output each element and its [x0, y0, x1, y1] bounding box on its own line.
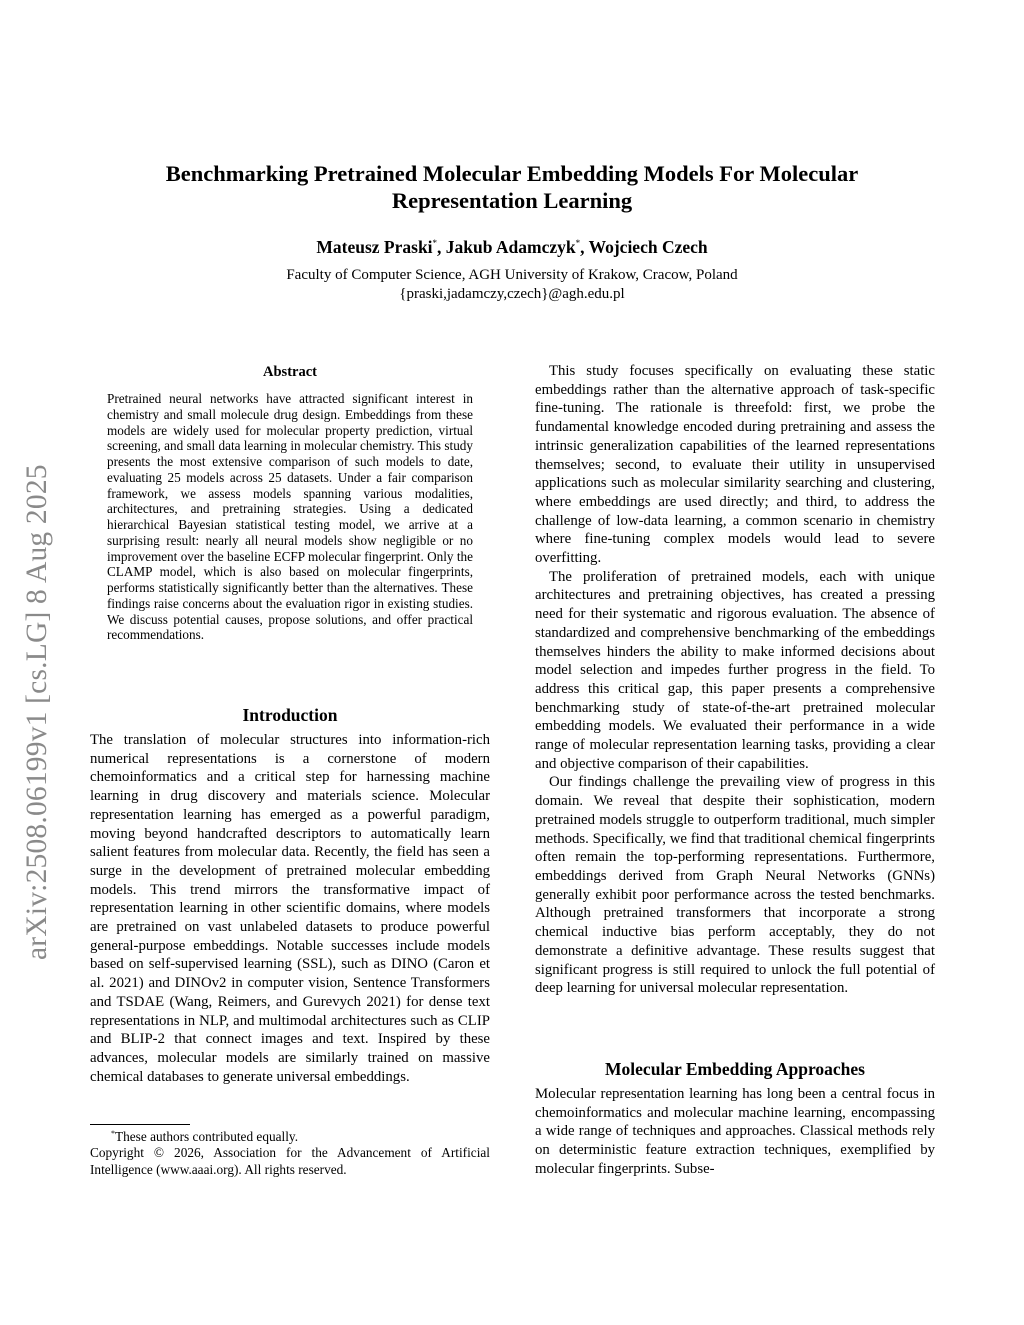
right-column-body: [535, 362, 935, 998]
paper-title: Benchmarking Pretrained Molecular Embedding Models For Molecular Representation Learning: [165, 161, 859, 213]
molecular-embedding-text: Molecular representation learning has long been a central focus in chemoinformatics and molecular machine learning, encompassing a wide range of techniques and approaches. Classical methods rely on deterministic feature extraction techniques, exemplified by molecular fingerprints. Subse-: [535, 1086, 935, 1177]
abstract-text: Pretrained neural networks have attracted significant interest in chemistry and small molecule drug design. Embeddings from these models are widely used for molecular property prediction, virtual screening, and small data learning in molecular chemistry. This study presents the most extensive comparison of such models to date, evaluating 25 models across 25 datasets. Under a fair comparison framework, we assess models spanning various modalities, architectures, and pretraining strategies. Using a dedicated hierarchical Bayesian statistical testing model, we arrive at a surprising result: nearly all neural models show negligible or no improvement over the baseline ECFP molecular fingerprint. Only the CLAMP model, which is also based on molecular fingerprints, performs statistically significantly better than the alternatives. These findings raise concerns about the evaluation rigor in existing studies. We discuss potential causes, propose solutions, and offer practical recommendations.: [107, 391, 473, 643]
footnote-equal-contribution: [90, 1129, 490, 1145]
copyright-notice: Copyright © 2026, Association for the Advancement of Artificial Intelligence (www.aaai.org). All rights reserved.: [90, 1145, 490, 1177]
paragraph: This study focuses specifically on evaluating these static embeddings rather than the alternative approach of task-specific fine-tuning. The rationale is threefold: first, we probe the fundamental knowledge encoded during pretraining and assess the intrinsic generalization capabilities of the learned representations themselves; second, to evaluate their utility in unsupervised applications such as molecular similarity searching and clustering, where embeddings are used directly; and third, to address the challenge of low-data learning, a common scenario in chemistry where fine-tuning complex models would lead to severe overfitting.: [535, 363, 935, 567]
introduction-heading: Introduction: [242, 705, 338, 725]
author-emails: {praski,jadamczy,czech}@agh.edu.pl: [399, 286, 625, 302]
abstract-heading: Abstract: [263, 364, 317, 380]
affiliation: Faculty of Computer Science, AGH University of Krakow, Cracow, Poland: [286, 267, 738, 283]
footnote-text: These authors contributed equally.: [115, 1129, 299, 1144]
author-name: Wojciech Czech: [588, 237, 708, 257]
author-name: Jakub Adamczyk: [445, 237, 576, 257]
author-name: Mateusz Praski: [316, 237, 433, 257]
footnote-divider: [90, 1124, 190, 1125]
equal-contribution-marker: *: [575, 238, 581, 248]
footnote-marker: *: [111, 1129, 115, 1138]
molecular-embedding-heading: Molecular Embedding Approaches: [605, 1059, 865, 1079]
paragraph: The proliferation of pretrained models, each with unique architectures and pretraining objectives, has created a pressing need for their systematic and rigorous evaluation. The absence of standardized and comprehensive benchmarking of the embeddings themselves hinders the ability to make informed decisions about model selection and impedes further progress in the field. To address this critical gap, this paper presents a comprehensive benchmarking study of state-of-the-art pretrained molecular embedding models. We evaluated their performance in a wide range of molecular representation learning tasks, providing a clear and objective comparison of their capabilities.: [535, 568, 935, 772]
affiliation-block: [100, 266, 924, 304]
arxiv-identifier-text: arXiv:2508.06199v1 [cs.LG] 8 Aug 2025: [21, 464, 53, 960]
footnotes: [90, 1129, 490, 1178]
equal-contribution-marker: *: [432, 238, 438, 248]
introduction-text: The translation of molecular structures into information-rich numerical representations is a cornerstone of modern chemoinformatics and a critical step for harnessing machine learning in drug discovery and materials science. Molecular representation learning has emerged as a powerful paradigm, moving beyond handcrafted descriptors to automatically learn salient features from molecular data. Recently, the field has seen a surge in the development of pretrained molecular embedding models. This trend mirrors the transformative impact of representation learning in other scientific domains, where models are pretrained on vast unlabeled datasets to produce powerful general-purpose embeddings. Notable successes include models based on self-supervised learning (SSL), such as DINO (Caron et al. 2021) and DINOv2 in computer vision, Sentence Transformers and TSDAE (Wang, Reimers, and Gurevych 2021) for dense text representations in NLP, and multimodal architectures such as CLIP and BLIP-2 that connect images and text. Inspired by these advances, molecular models are similarly trained on massive chemical databases to generate universal embeddings.: [90, 732, 490, 1085]
author-list: Mateusz Praski*, Jakub Adamczyk*, Wojciech Czech: [316, 237, 708, 257]
paragraph: Our findings challenge the prevailing view of progress in this domain. We reveal that despite their sophistication, modern pretrained models struggle to outperform traditional, much simpler methods. Specifically, we find that traditional chemical fingerprints often remain the top-performing representations. Furthermore, embeddings derived from Graph Neural Networks (GNNs) generally exhibit poor performance across the tested benchmarks. Although pretrained transformers that incorporate a strong chemical inductive bias perform acceptably, they do not demonstrate a definitive advantage. These results suggest that significant progress is still required to unlock the full potential of deep learning for universal molecular representation.: [535, 774, 935, 997]
